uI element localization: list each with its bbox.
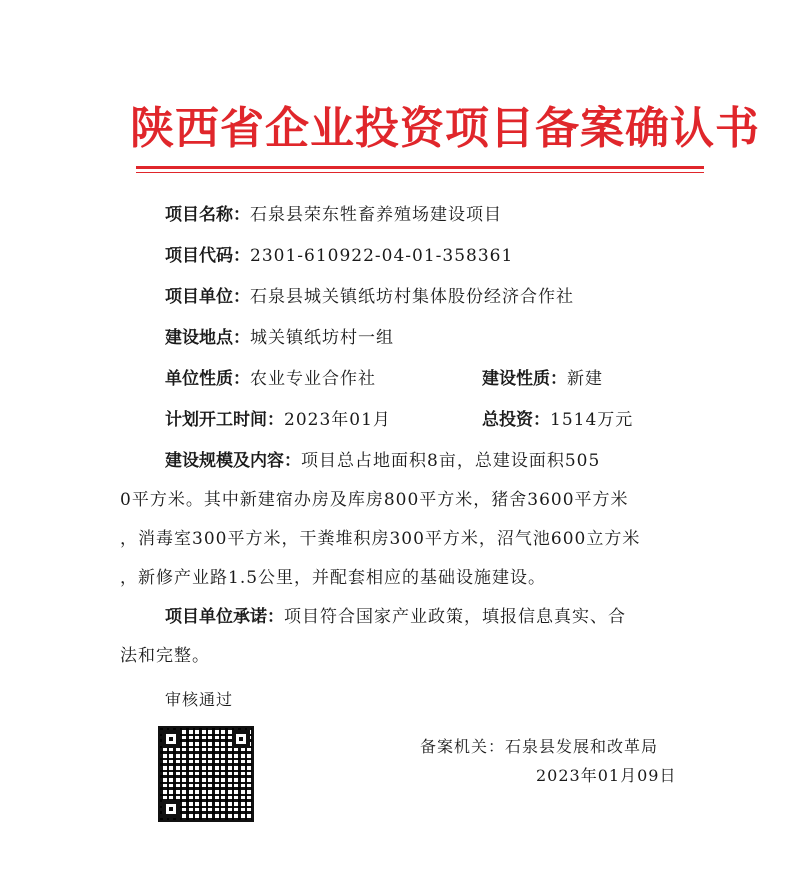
- start-time-label: 计划开工时间：: [165, 410, 284, 430]
- project-name-label: 项目名称：: [165, 205, 250, 225]
- qr-finder-bottom-left: [162, 800, 180, 818]
- commitment-line-1: 项目符合国家产业政策，填报信息真实、合: [284, 607, 626, 627]
- scale-line-3: ，消毒室300平方米，干粪堆积房300平方米，沼气池600立方米: [120, 529, 641, 549]
- qr-finder-top-right: [232, 730, 250, 748]
- unit-nature-row: [165, 367, 376, 391]
- title-underline-thin: [136, 172, 704, 173]
- investment-row: [482, 408, 633, 432]
- commitment-line-2: 法和完整。: [120, 646, 210, 666]
- filing-authority: 备案机关：石泉县发展和改革局: [420, 737, 659, 756]
- project-code-row: [165, 244, 513, 268]
- investment-value: 1514万元: [550, 410, 634, 430]
- review-status: 审核通过: [165, 690, 234, 709]
- build-nature-value: 新建: [567, 369, 603, 389]
- location-label: 建设地点：: [165, 328, 250, 348]
- start-time-row: [165, 408, 391, 432]
- build-nature-row: [482, 367, 603, 391]
- investment-label: 总投资：: [482, 410, 550, 430]
- filing-date: 2023年01月09日: [536, 766, 677, 785]
- commitment-row: [165, 605, 626, 629]
- unit-nature-label: 单位性质：: [165, 369, 250, 389]
- scale-line-2: 0平方米。其中新建宿办房及库房800平方米，猪舍3600平方米: [120, 490, 629, 510]
- document-title: 陕西省企业投资项目备案确认书: [130, 103, 760, 154]
- project-unit-row: [165, 285, 574, 309]
- project-unit-label: 项目单位：: [165, 287, 250, 307]
- project-name-row: [165, 203, 502, 227]
- scale-label: 建设规模及内容：: [165, 451, 301, 471]
- location-row: [165, 326, 394, 350]
- location-value: 城关镇纸坊村一组: [250, 328, 394, 348]
- qr-code: [160, 728, 252, 820]
- scale-row: [165, 449, 600, 473]
- project-unit-value: 石泉县城关镇纸坊村集体股份经济合作社: [250, 287, 574, 307]
- project-name-value: 石泉县荣东牲畜养殖场建设项目: [250, 205, 502, 225]
- scale-line-4: ，新修产业路1.5公里，并配套相应的基础设施建设。: [120, 568, 547, 588]
- build-nature-label: 建设性质：: [482, 369, 567, 389]
- title-underline-thick: [136, 166, 704, 169]
- unit-nature-value: 农业专业合作社: [250, 369, 376, 389]
- start-time-value: 2023年01月: [284, 410, 391, 430]
- project-code-label: 项目代码：: [165, 246, 250, 266]
- project-code-value: 2301-610922-04-01-358361: [250, 246, 514, 266]
- scale-line-1: 项目总占地面积8亩，总建设面积505: [301, 451, 601, 471]
- commitment-label: 项目单位承诺：: [165, 607, 284, 627]
- qr-finder-top-left: [162, 730, 180, 748]
